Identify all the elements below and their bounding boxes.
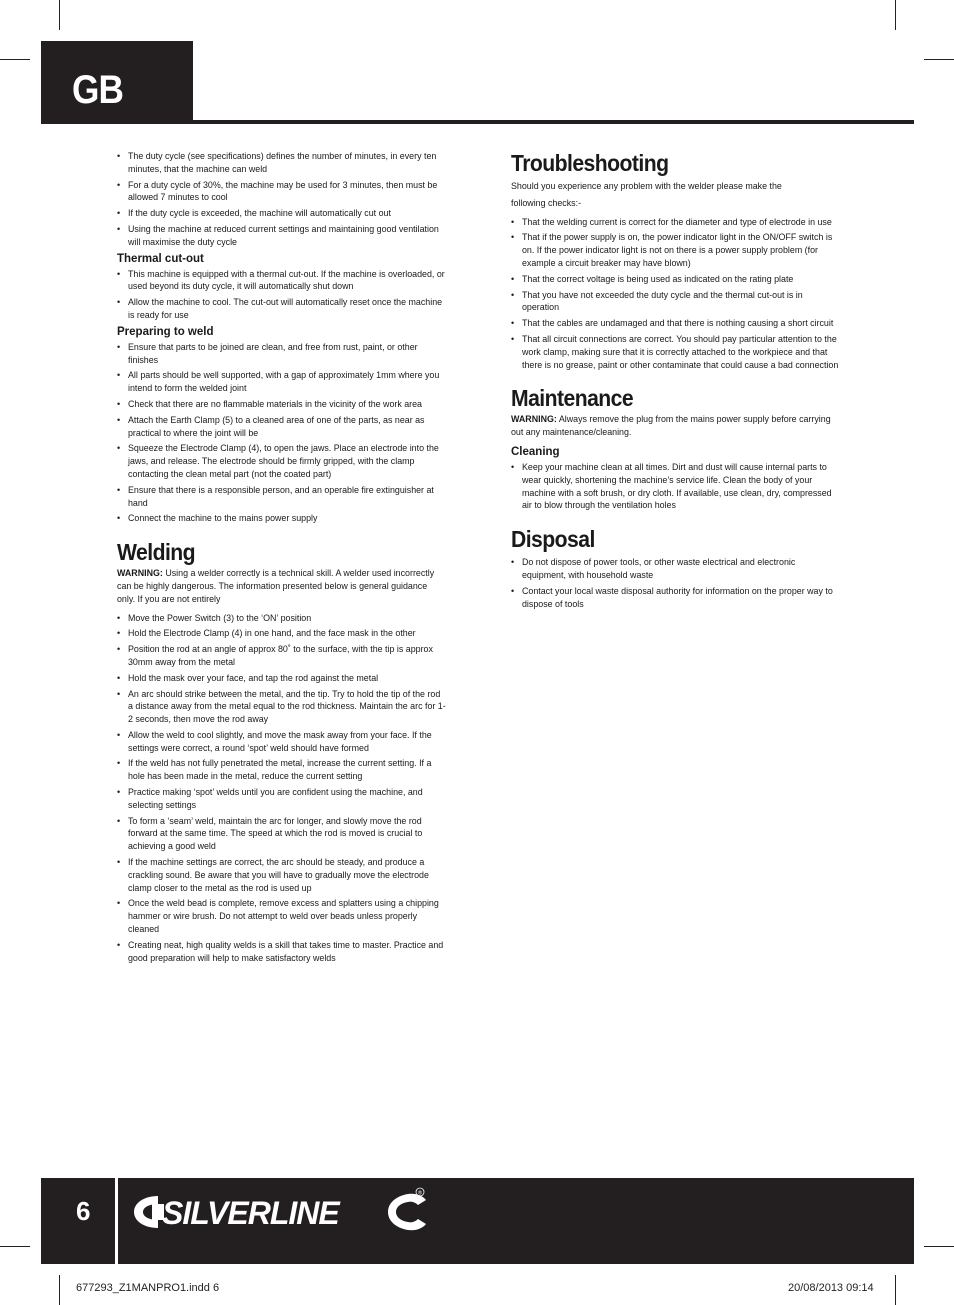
list-item: • Do not dispose of power tools, or other waste electrical and electronic equipment, with household waste xyxy=(511,556,841,582)
welding-warning xyxy=(117,567,447,605)
list-item: • The duty cycle (see specifications) defines the number of minutes, in every ten minutes, that the machine can weld xyxy=(117,150,447,176)
list-item: • All parts should be well supported, with a gap of approximately 1mm where you intend to form the welded joint xyxy=(117,369,447,395)
list-item: • Hold the Electrode Clamp (4) in one hand, and the face mask in the other xyxy=(117,627,447,640)
thermal-cutout-list xyxy=(117,268,447,322)
crop-mark xyxy=(895,0,896,30)
list-item: • Allow the machine to cool. The cut-out will automatically reset once the machine is ready for use xyxy=(117,296,447,322)
footer-divider xyxy=(115,1178,118,1264)
troubleshooting-heading: Troubleshooting xyxy=(511,150,669,176)
list-item: • Once the weld bead is complete, remove excess and splatters using a chipping hammer or wire brush. Do not attempt to weld over beads unless properly cleaned xyxy=(117,897,447,935)
language-code: GB xyxy=(72,68,124,112)
page-number: 6 xyxy=(76,1196,91,1226)
list-item: • If the weld has not fully penetrated the metal, increase the current setting. If a hole has been made in the metal, reduce the current setting xyxy=(117,757,447,783)
list-item: • That you have not exceeded the duty cycle and the thermal cut-out is in operation xyxy=(511,289,841,315)
list-item: • For a duty cycle of 30%, the machine may be used for 3 minutes, then must be allowed 7 minutes to cool xyxy=(117,179,447,205)
troubleshooting-intro: Should you experience any problem with the welder please make the xyxy=(511,181,782,191)
warning-label: WARNING: xyxy=(117,568,163,579)
warning-text: Always remove the plug from the mains power supply before carrying out any maintenance/cleaning. xyxy=(511,414,831,438)
disposal-heading: Disposal xyxy=(511,526,595,553)
list-item: • Using the machine at reduced current settings and maintaining good ventilation will maximise the duty cycle xyxy=(117,223,447,249)
list-item: • Move the Power Switch (3) to the ‘ON’ position xyxy=(117,612,447,625)
maintenance-warning xyxy=(511,413,841,439)
list-item: • Position the rod at an angle of approx 80˚ to the surface, with the tip is approx 30mm away from the metal xyxy=(117,643,447,669)
list-item: • That the correct voltage is being used as indicated on the rating plate xyxy=(511,273,841,286)
crop-mark xyxy=(59,0,60,30)
crop-mark xyxy=(924,1246,954,1247)
crop-mark xyxy=(59,1275,60,1305)
right-column xyxy=(511,150,841,613)
list-item: • Connect the machine to the mains power supply xyxy=(117,512,447,525)
crop-mark xyxy=(0,59,30,60)
list-item: • Ensure that there is a responsible person, and an operable fire extinguisher at hand xyxy=(117,484,447,510)
crop-mark xyxy=(895,1275,896,1305)
disposal-list xyxy=(511,556,841,610)
list-item: • That if the power supply is on, the power indicator light in the ON/OFF switch is on. If the power indicator light is not on there is a power supply problem (for example a circuit breaker may have blown) xyxy=(511,231,841,269)
list-item: • If the duty cycle is exceeded, the machine will automatically cut out xyxy=(117,207,447,220)
list-item: • If the machine settings are correct, the arc should be steady, and produce a crackling sound. Be aware that you will have to gradually move the electrode clamp closer to the metal as the rod is used up xyxy=(117,856,447,894)
list-item: • Hold the mask over your face, and tap the rod against the metal xyxy=(117,672,447,685)
brand-wordmark: SILVERLINE xyxy=(162,1195,339,1231)
thermal-cutout-heading: Thermal cut-out xyxy=(117,252,204,265)
list-item: • This machine is equipped with a thermal cut-out. If the machine is overloaded, or used beyond its duty cycle, it will automatically shut down xyxy=(117,268,447,294)
list-item: • Practice making ‘spot’ welds until you are confident using the machine, and selecting settings xyxy=(117,786,447,812)
list-item: • Allow the weld to cool slightly, and move the mask away from your face. If the settings were correct, a round ‘spot’ weld should have formed xyxy=(117,729,447,755)
crop-mark xyxy=(924,59,954,60)
cleaning-list xyxy=(511,461,841,512)
welding-heading: Welding xyxy=(117,539,196,566)
list-item: • That the welding current is correct for the diameter and type of electrode in use xyxy=(511,216,841,229)
slug-date: 20/08/2013 09:14 xyxy=(788,1282,874,1294)
duty-cycle-list xyxy=(117,150,447,249)
list-item: • Creating neat, high quality welds is a skill that takes time to master. Practice and good preparation will help to make satisfactory welds xyxy=(117,939,447,965)
list-item: • An arc should strike between the metal, and the tip. Try to hold the tip of the rod a distance away from the metal equal to the rod thickness. Maintain the arc for 1-2 seconds, then move the rod away xyxy=(117,688,447,726)
header-rule xyxy=(41,120,914,124)
troubleshooting-list xyxy=(511,216,841,372)
crop-mark xyxy=(0,1246,30,1247)
preparing-list xyxy=(117,341,447,525)
list-item: • Contact your local waste disposal authority for information on the proper way to dispose of tools xyxy=(511,585,841,611)
silverline-logo xyxy=(130,1186,430,1238)
list-item: • Ensure that parts to be joined are clean, and free from rust, paint, or other finishes xyxy=(117,341,447,367)
welding-list xyxy=(117,612,447,965)
list-item: • That the cables are undamaged and that there is nothing causing a short circuit xyxy=(511,317,841,330)
list-item: • Squeeze the Electrode Clamp (4), to open the jaws. Place an electrode into the jaws, and release. The electrode should be firmly gripped, with the clamp contacting the clean metal part (not the coated part) xyxy=(117,442,447,480)
list-item: • Attach the Earth Clamp (5) to a cleaned area of one of the parts, as near as practical to where the joint will be xyxy=(117,414,447,440)
warning-text: Using a welder correctly is a technical skill. A welder used incorrectly can be highly dangerous. The information presented below is general guidance only. If you are not entirely xyxy=(117,568,435,604)
registered-mark: ® xyxy=(417,1190,423,1197)
left-column xyxy=(117,150,447,967)
maintenance-heading: Maintenance xyxy=(511,385,634,412)
cleaning-heading: Cleaning xyxy=(511,445,560,458)
list-item: • Check that there are no flammable materials in the vicinity of the work area xyxy=(117,398,447,411)
preparing-heading: Preparing to weld xyxy=(117,325,214,338)
troubleshooting-intro: following checks:- xyxy=(511,197,582,208)
list-item: • That all circuit connections are correct. You should pay particular attention to the work clamp, making sure that it is correctly attached to the workpiece and that there is no grease, paint or other contaminate that could cause a bad connection xyxy=(511,333,841,371)
slug-file-info: 677293_Z1MANPRO1.indd 6 xyxy=(76,1282,220,1294)
list-item: • Keep your machine clean at all times. Dirt and dust will cause internal parts to wear quickly, shortening the machine’s service life. Clean the body of your machine with a soft brush, or dry cloth. If available, use clean, dry, compressed air to blow through the ventilation holes xyxy=(511,461,841,512)
list-item: • To form a ‘seam’ weld, maintain the arc for longer, and slowly move the rod forward at the same time. The speed at which the rod is moved is crucial to achieving a good weld xyxy=(117,815,447,853)
warning-label: WARNING: xyxy=(511,414,557,425)
